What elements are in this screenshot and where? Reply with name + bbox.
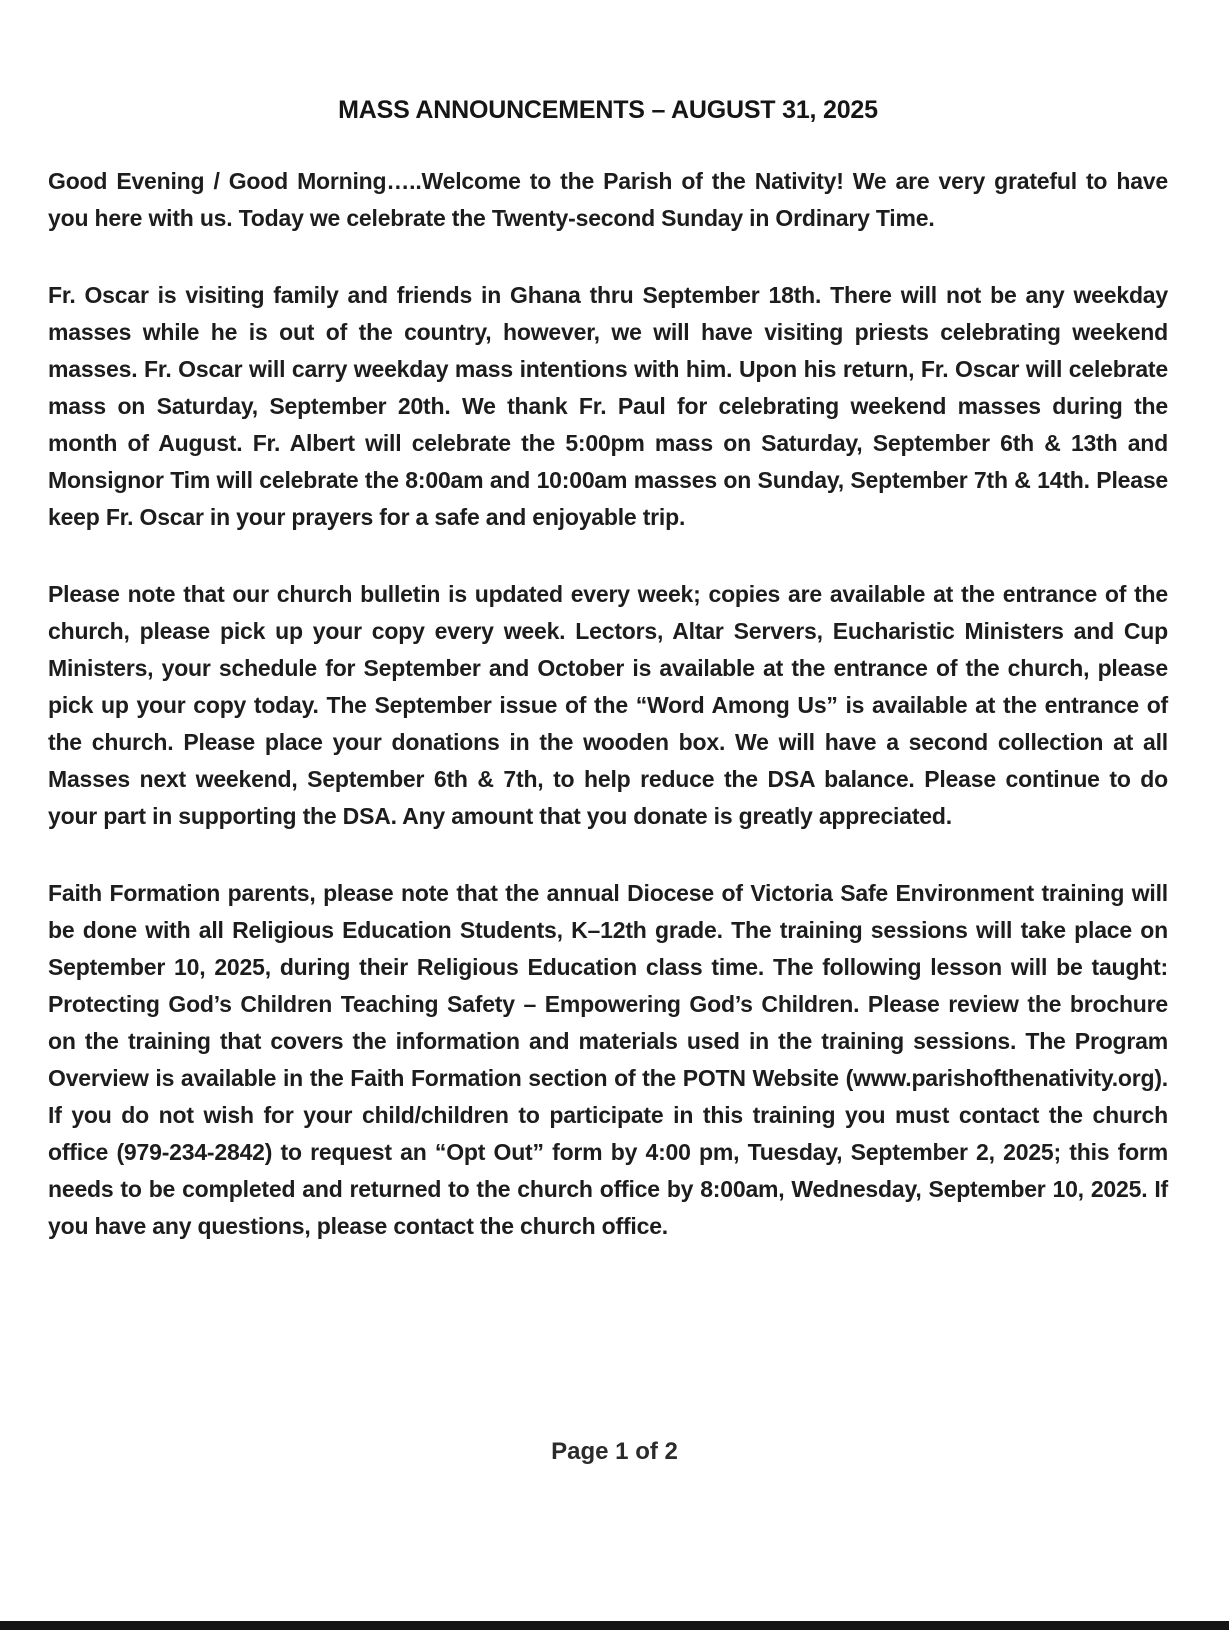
scan-artifact-bar: [0, 1621, 1229, 1630]
paragraph-bulletin-and-dsa: Please note that our church bulletin is updated every week; copies are available at the entrance of the church, please pick up your copy every week. Lectors, Altar Servers, Eucharistic Ministers and Cup Ministers, your schedule for September and October is available at the entrance of the church, please pick up your copy today. The September issue of the “Word Among Us” is available at the entrance of the church. Please place your donations in the wooden box. We will have a second collection at all Masses next weekend, September 6th & 7th, to help reduce the DSA balance. Please continue to do your part in supporting the DSA. Any amount that you donate is greatly appreciated.: [48, 581, 1168, 829]
paragraph-welcome-greeting: Good Evening / Good Morning…..Welcome to the Parish of the Nativity! We are very grateful to have you here with us. Today we celebrate the Twenty-second Sunday in Ordinary Time.: [48, 168, 1168, 231]
page-number: Page 1 of 2: [551, 1438, 678, 1465]
document-title: MASS ANNOUNCEMENTS – AUGUST 31, 2025: [338, 96, 878, 124]
paragraph-fr-oscar-travel: Fr. Oscar is visiting family and friends in Ghana thru September 18th. There will not be any weekday masses while he is out of the country, however, we will have visiting priests celebrating weekend masses. Fr. Oscar will carry weekday mass intentions with him. Upon his return, Fr. Oscar will celebrate mass on Saturday, September 20th. We thank Fr. Paul for celebrating weekend masses during the month of August. Fr. Albert will celebrate the 5:00pm mass on Saturday, September 6th & 13th and Monsignor Tim will celebrate the 8:00am and 10:00am masses on Sunday, September 7th & 14th. Please keep Fr. Oscar in your prayers for a safe and enjoyable trip.: [48, 282, 1168, 530]
paragraph-faith-formation-training: Faith Formation parents, please note that the annual Diocese of Victoria Safe Environment training will be done with all Religious Education Students, K–12th grade. The training sessions will take place on September 10, 2025, during their Religious Education class time. The following lesson will be taught: Protecting God’s Children Teaching Safety – Empowering God’s Children. Please review the brochure on the training that covers the information and materials used in the training sessions. The Program Overview is available in the Faith Formation section of the POTN Website (www.parishofthenativity.org). If you do not wish for your child/children to participate in this training you must contact the church office (979-234-2842) to request an “Opt Out” form by 4:00 pm, Tuesday, September 2, 2025; this form needs to be completed and returned to the church office by 8:00am, Wednesday, September 10, 2025. If you have any questions, please contact the church office.: [48, 880, 1168, 1239]
